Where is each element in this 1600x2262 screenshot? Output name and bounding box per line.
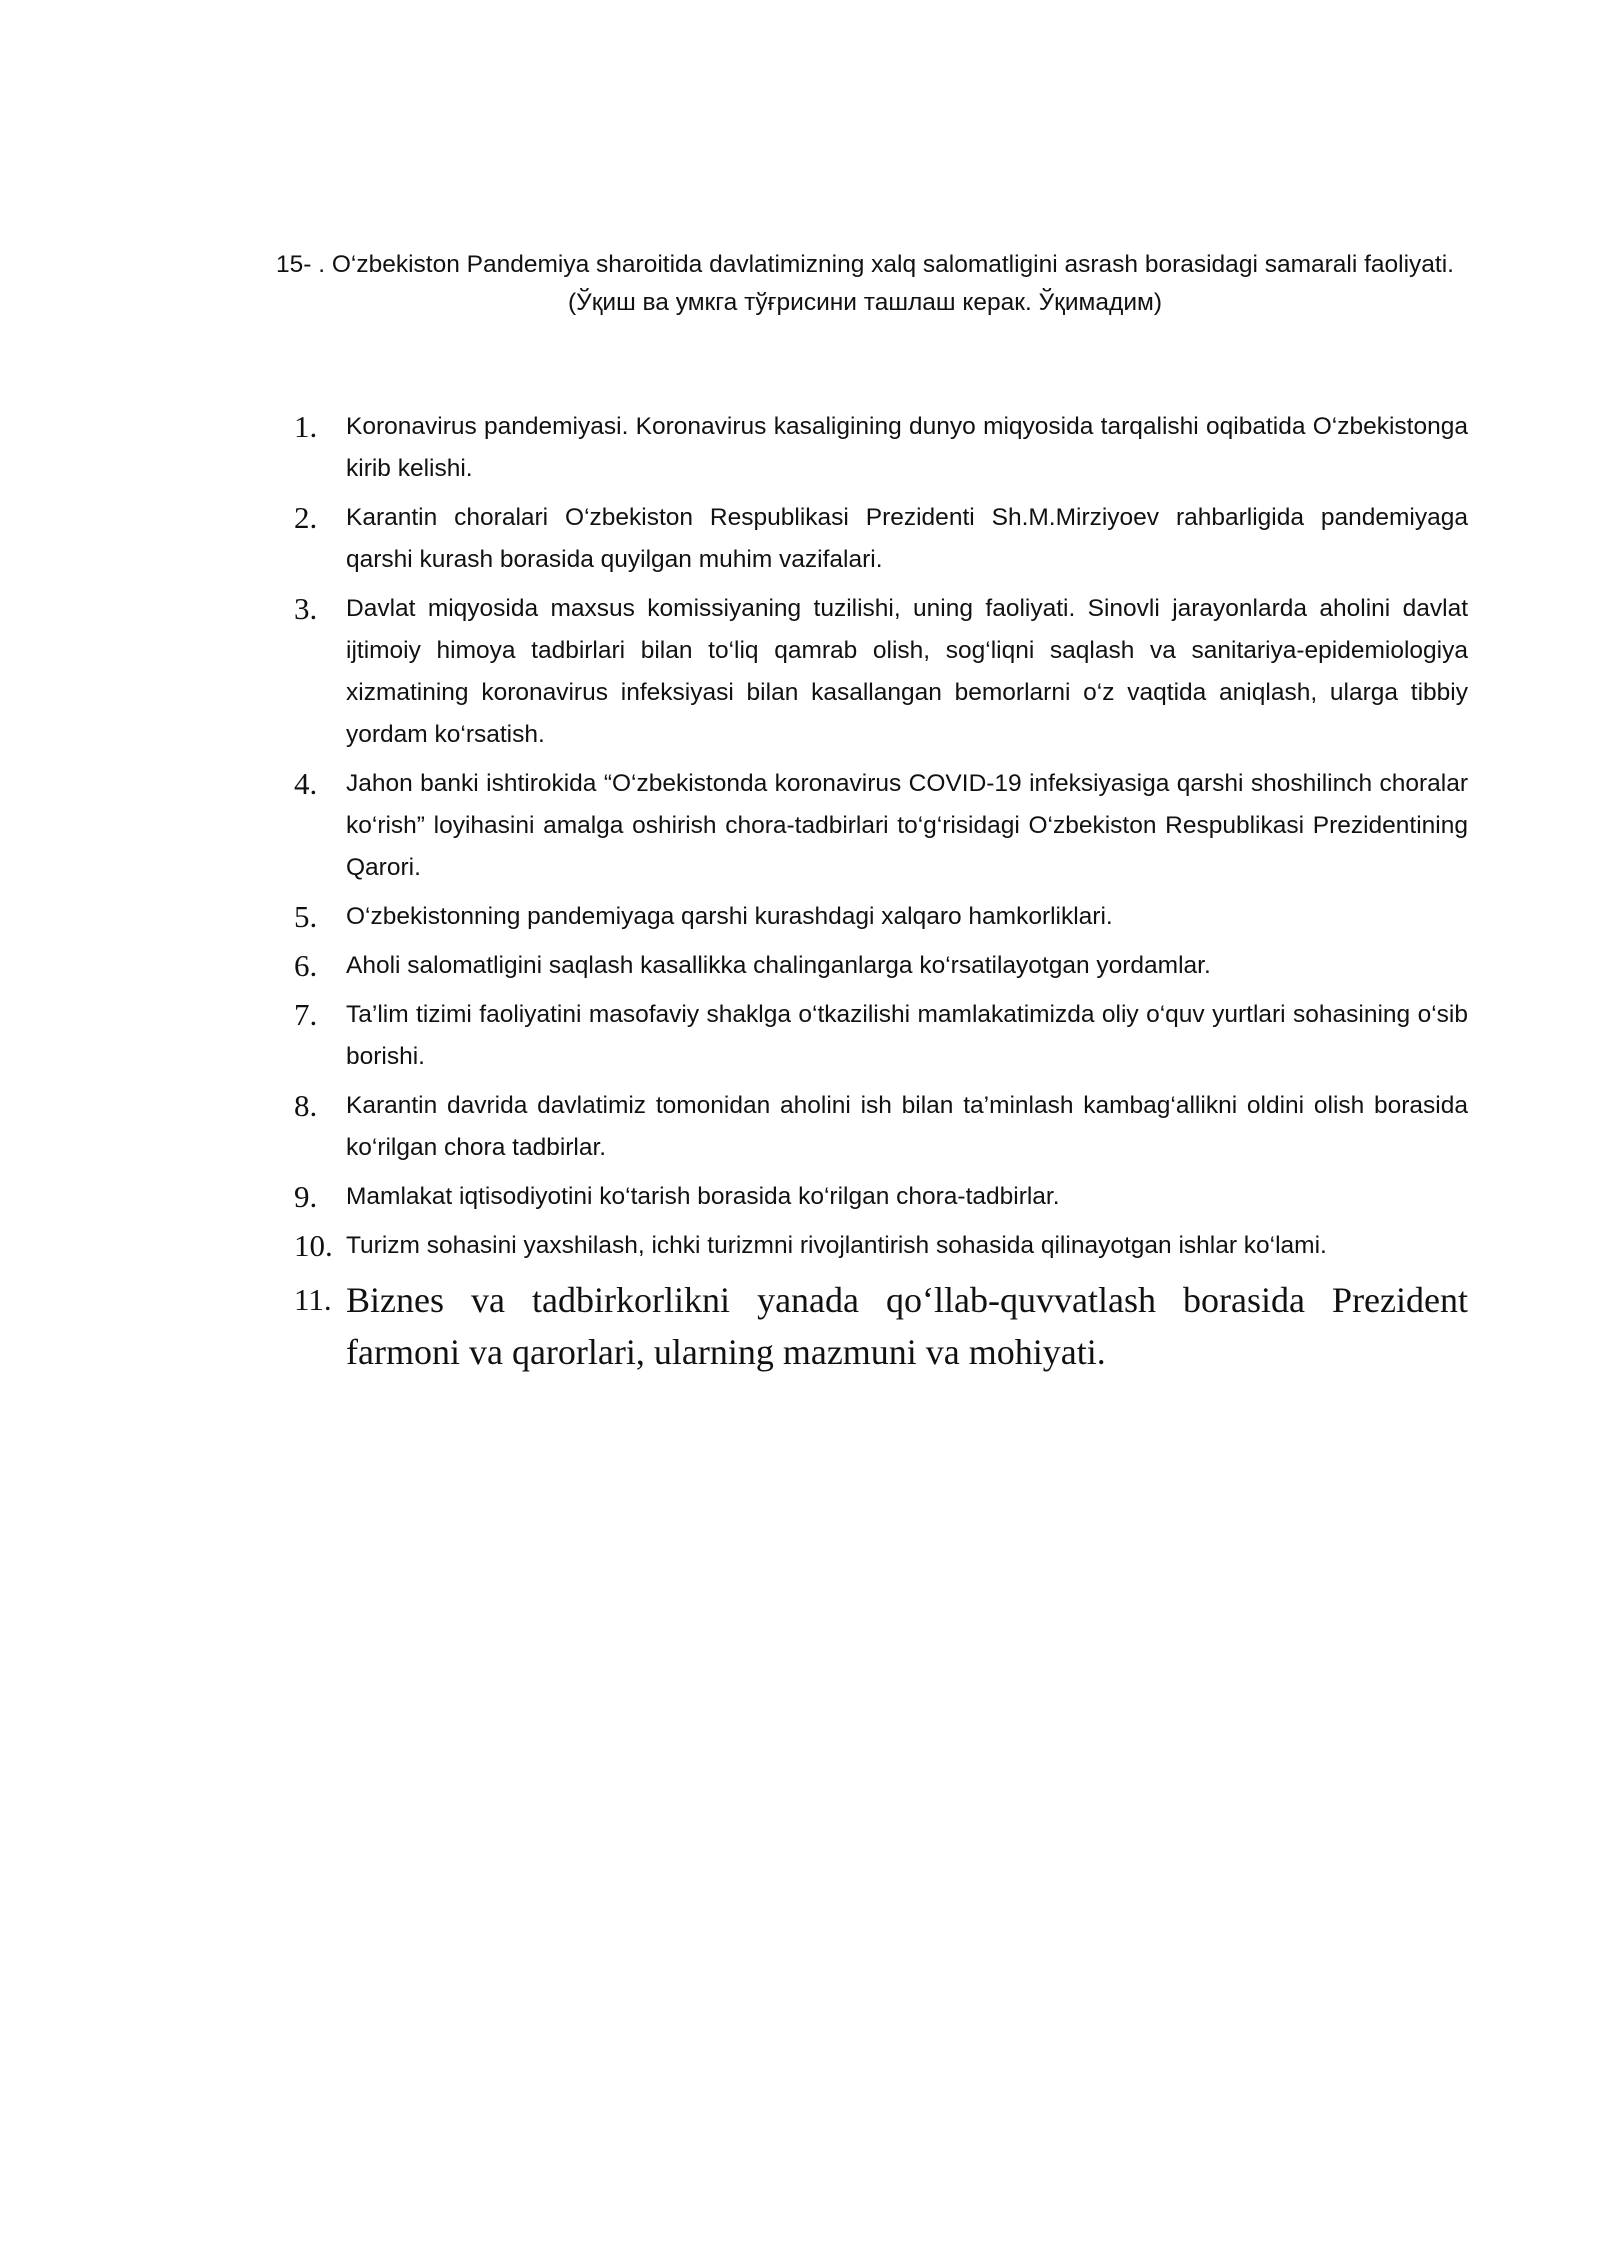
topic-list — [294, 406, 1468, 1385]
list-item-number: 5. — [294, 899, 318, 934]
list-item-text: Davlat miqyosida maxsus komissiyaning tuzilishi, uning faoliyati. Sinovli jarayonlarda aholini davlat ijtimoiy himoya tadbirlari bilan to‘liq qamrab olish, sog‘liqni saqlash va sanitariya-epidemiologiya xizmatining koronavirus infeksiyasi bilan kasallangan bemorlarni o‘z vaqtida aniqlash, ularga tibbiy yordam ko‘rsatish. — [346, 595, 1468, 748]
list-item — [294, 1176, 1468, 1218]
list-item-number: 6. — [294, 948, 318, 983]
list-item-text: Karantin davrida davlatimiz tomonidan aholini ish bilan ta’minlash kambag‘allikni oldini olish borasida ko‘rilgan chora tadbirlar. — [346, 1092, 1468, 1161]
list-item — [294, 497, 1468, 581]
list-item-text: Mamlakat iqtisodiyotini ko‘tarish borasida ko‘rilgan chora-tadbirlar. — [346, 1183, 1060, 1210]
list-item — [294, 1274, 1468, 1378]
list-item — [294, 945, 1468, 987]
list-item — [294, 406, 1468, 490]
list-item-text: Turizm sohasini yaxshilash, ichki turizmni rivojlantirish sohasida qilinayotgan ishlar ko‘lami. — [346, 1232, 1327, 1259]
list-item-number: 3. — [294, 591, 318, 626]
list-item-text: O‘zbekistonning pandemiyaga qarshi kurashdagi xalqaro hamkorliklari. — [346, 903, 1113, 930]
list-item — [294, 763, 1468, 889]
list-item-number: 1. — [294, 409, 318, 444]
list-item — [294, 994, 1468, 1078]
document-title: 15- . O‘zbekiston Pandemiya sharoitida davlatimizning xalq salomatligini asrash borasidagi samarali faoliyati. (Ўқиш ва умкга тўғрисини ташлаш керак. Ўқимадим) — [276, 251, 1454, 316]
list-item-number: 4. — [294, 766, 318, 801]
list-item-text: Biznes va tadbirkorlikni yanada qo‘llab-quvvatlash borasida Prezident farmoni va qarorlari, ularning mazmuni va mohiyati. — [346, 1280, 1468, 1372]
list-item-text: Karantin choralari O‘zbekiston Respublikasi Prezidenti Sh.M.Mirziyoev rahbarligida pandemiyaga qarshi kurash borasida quyilgan muhim vazifalari. — [346, 504, 1468, 573]
list-item — [294, 1085, 1468, 1169]
list-item-number: 11. — [294, 1282, 332, 1317]
list-item — [294, 896, 1468, 938]
list-item-number: 7. — [294, 997, 318, 1032]
list-item-text: Jahon banki ishtirokida “O‘zbekistonda koronavirus COVID-19 infeksiyasiga qarshi shoshilinch choralar ko‘rish” loyihasini amalga oshirish chora-tadbirlari to‘g‘risidagi O‘zbekiston Respublikasi Prezidentining Qarori. — [346, 770, 1468, 881]
list-item-number: 10. — [294, 1228, 333, 1263]
list-item-number: 8. — [294, 1088, 318, 1123]
list-item-text: Aholi salomatligini saqlash kasallikka chalinganlarga ko‘rsatilayotgan yordamlar. — [346, 952, 1211, 979]
list-item-number: 2. — [294, 500, 318, 535]
list-item — [294, 1225, 1468, 1267]
list-item-text: Ta’lim tizimi faoliyatini masofaviy shaklga o‘tkazilishi mamlakatimizda oliy o‘quv yurtlari sohasining o‘sib borishi. — [346, 1001, 1468, 1070]
list-item — [294, 588, 1468, 756]
list-item-number: 9. — [294, 1179, 318, 1214]
list-item-text: Koronavirus pandemiyasi. Koronavirus kasaligining dunyo miqyosida tarqalishi oqibatida O‘zbekistonga kirib kelishi. — [346, 413, 1468, 482]
